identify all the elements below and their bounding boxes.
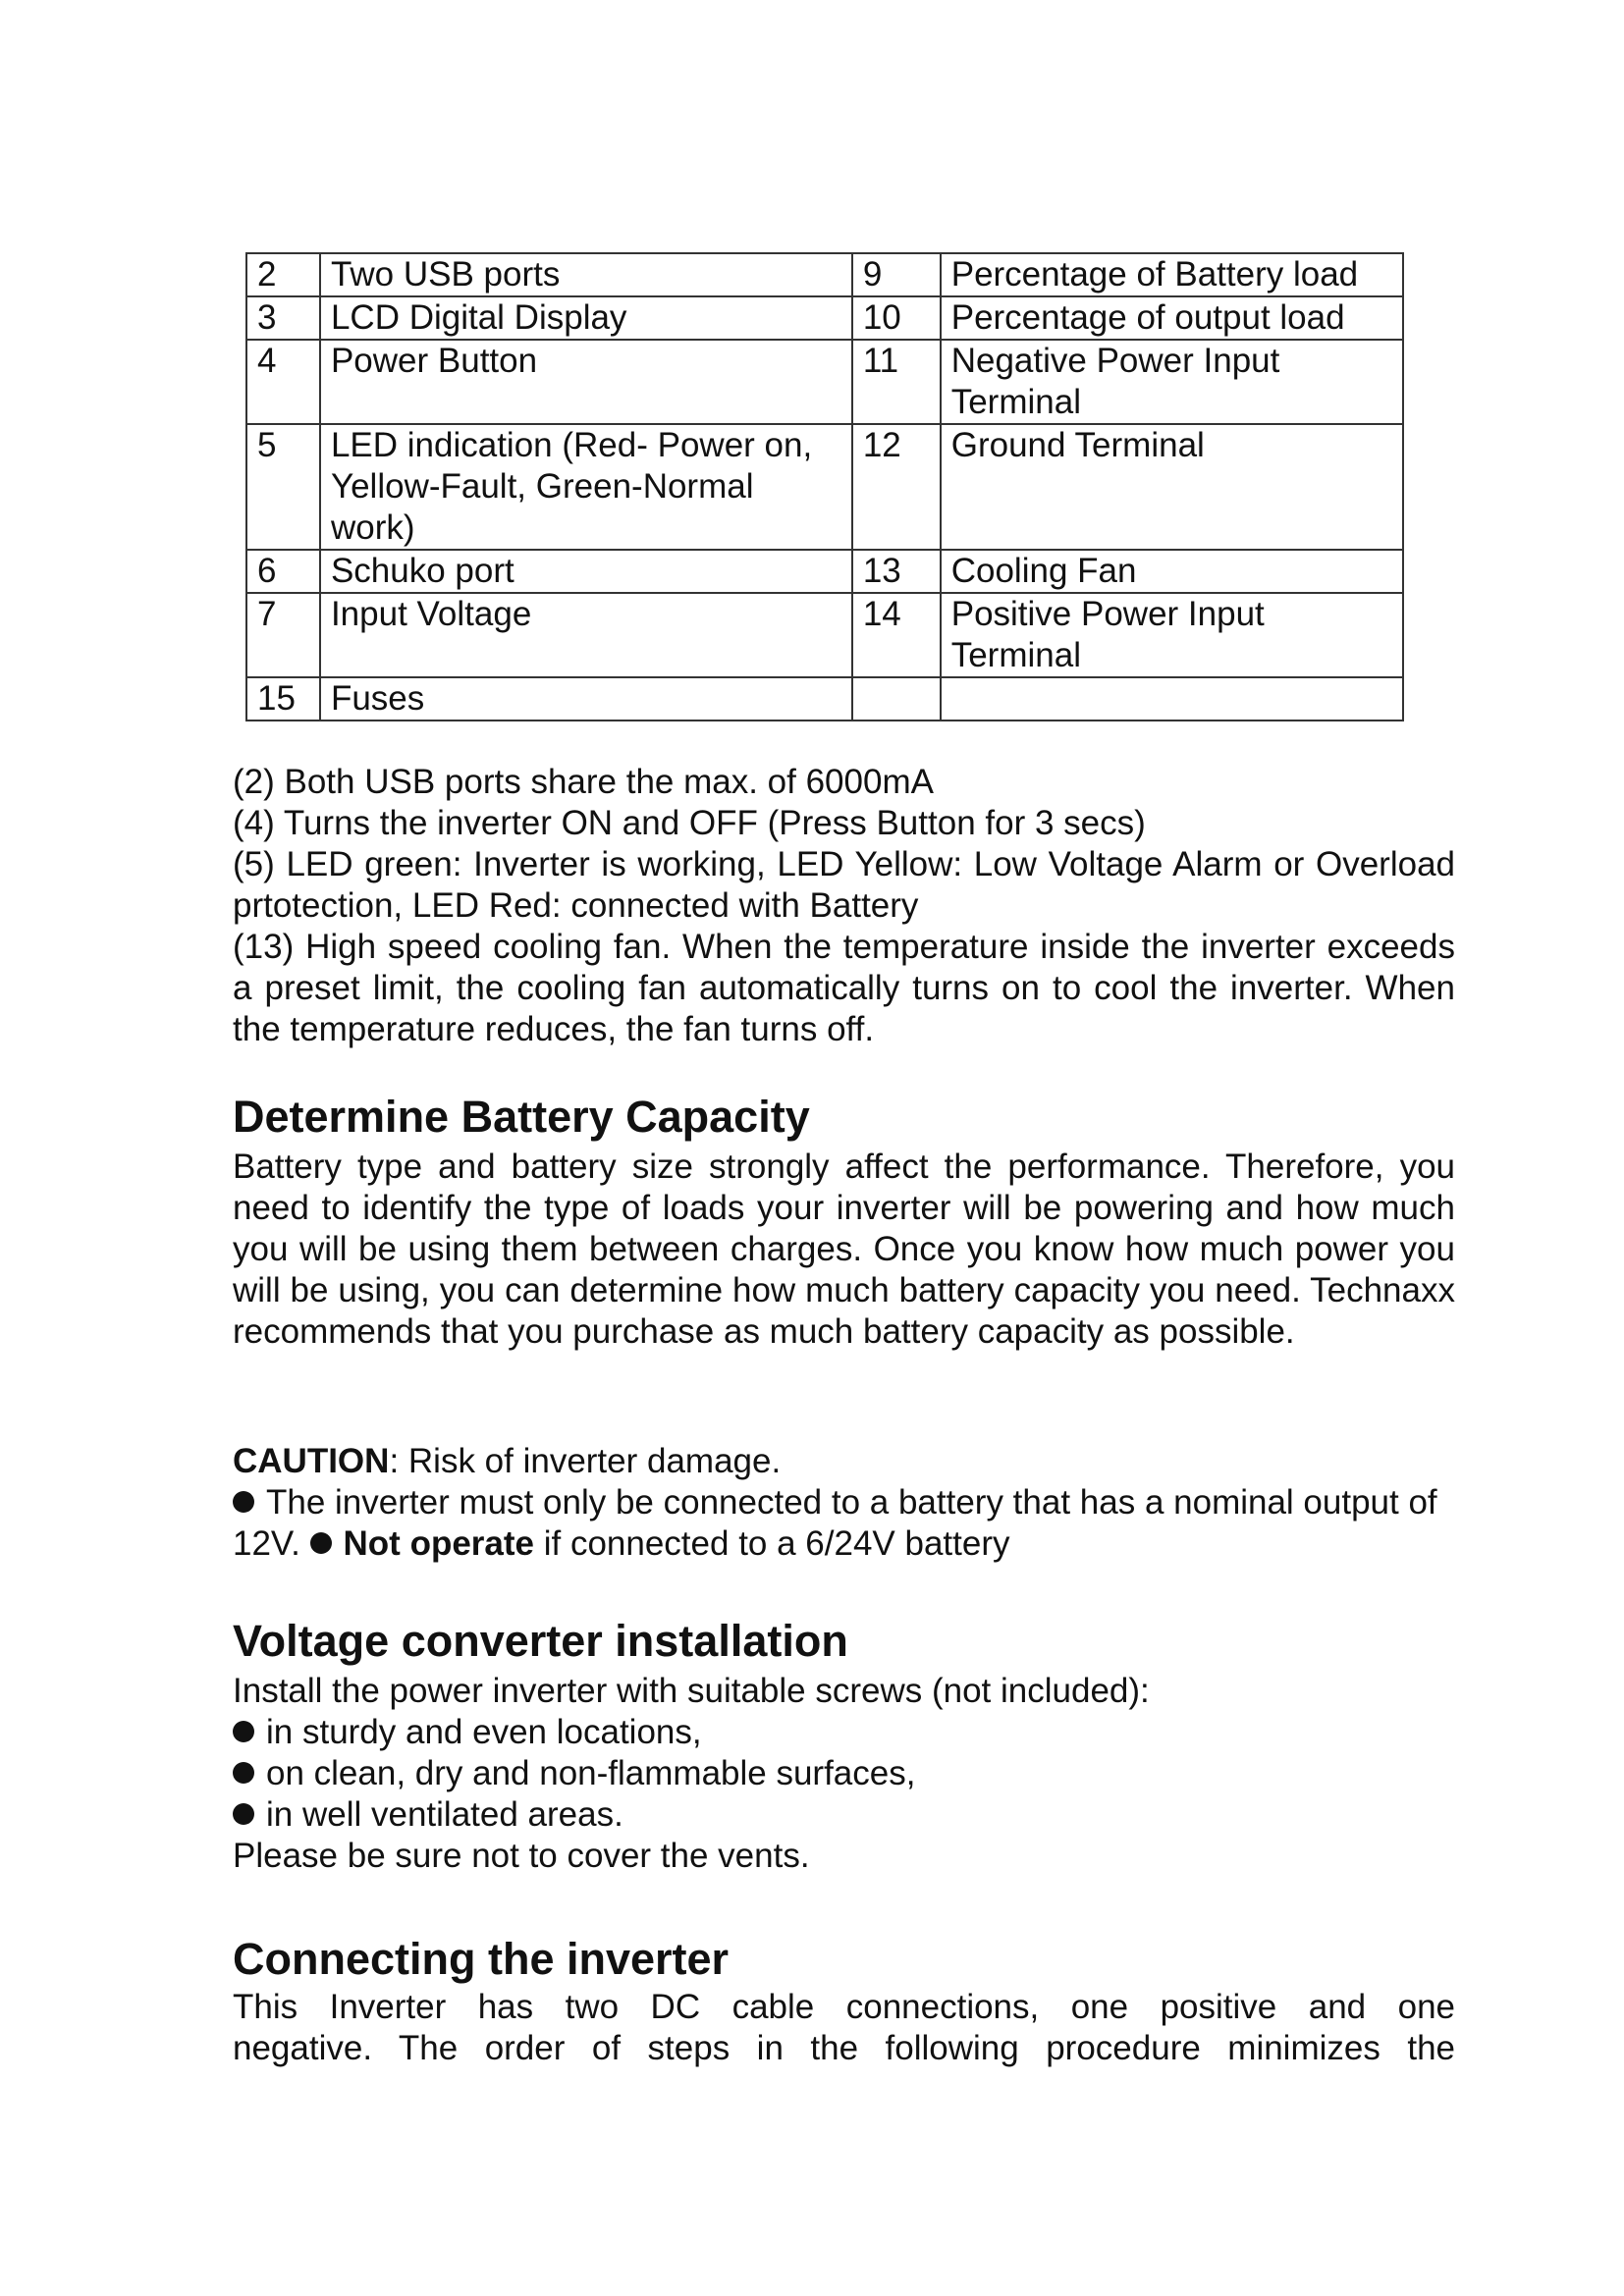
part-description: Percentage of Battery load — [941, 253, 1403, 296]
connecting-section — [233, 1987, 1455, 2069]
installation-heading: Voltage converter installation — [233, 1616, 848, 1666]
part-description — [941, 677, 1403, 721]
part-description: Negative Power Input Terminal — [941, 340, 1403, 424]
part-description: LCD Digital Display — [320, 296, 852, 340]
part-number: 4 — [246, 340, 320, 424]
part-number: 12 — [852, 424, 941, 550]
notes-section — [233, 762, 1455, 1050]
connecting-line-1: This Inverter has two DC cable connections, one positive and one — [233, 1988, 1455, 2026]
battery-section — [233, 1147, 1455, 1353]
part-number: 11 — [852, 340, 941, 424]
not-operate-label: Not operate — [343, 1524, 534, 1563]
caution-section — [233, 1441, 1455, 1565]
part-description: Schuko port — [320, 550, 852, 593]
part-description: Ground Terminal — [941, 424, 1403, 550]
caution-label: CAUTION — [233, 1442, 390, 1480]
part-number: 5 — [246, 424, 320, 550]
battery-paragraph: Battery type and battery size strongly affect the performance. Therefore, you need to identify the type of loads your inverter will be powering and how much you will be using them between charges. Once you know how much power you will be using, you can determine how much battery capacity you need. Technaxx recommends that you purchase as much battery capacity as possible. — [233, 1148, 1455, 1351]
part-description: Power Button — [320, 340, 852, 424]
list-item: in well ventilated areas. — [233, 1794, 1455, 1836]
bullet-icon — [233, 1721, 254, 1742]
part-description: Positive Power Input Terminal — [941, 593, 1403, 677]
connecting-heading: Connecting the inverter — [233, 1934, 730, 1984]
part-description: LED indication (Red- Power on, Yellow-Fault, Green-Normal work) — [320, 424, 852, 550]
part-number: 6 — [246, 550, 320, 593]
installation-closing: Please be sure not to cover the vents. — [233, 1837, 810, 1875]
table-row — [246, 593, 1403, 677]
bullet-icon — [310, 1532, 332, 1554]
part-description: Input Voltage — [320, 593, 852, 677]
part-number: 2 — [246, 253, 320, 296]
table-row — [246, 253, 1403, 296]
list-item: in sturdy and even locations, — [233, 1712, 1455, 1753]
note-cooling-fan: (13) High speed cooling fan. When the temperature inside the inverter exceeds a preset limit, the cooling fan automatically turns on to cool the inverter. When the temperature reduces, the fan turns off. — [233, 928, 1455, 1048]
not-operate-text: if connected to a 6/24V battery — [534, 1524, 1010, 1563]
list-item: on clean, dry and non-flammable surfaces, — [233, 1753, 1455, 1794]
part-description: Percentage of output load — [941, 296, 1403, 340]
table-row — [246, 677, 1403, 721]
bullet-icon — [233, 1491, 254, 1513]
part-description: Cooling Fan — [941, 550, 1403, 593]
part-number: 9 — [852, 253, 941, 296]
bullet-icon — [233, 1803, 254, 1825]
installation-section — [233, 1671, 1455, 1877]
parts-table — [245, 252, 1404, 721]
part-number: 3 — [246, 296, 320, 340]
note-led: (5) LED green: Inverter is working, LED Yellow: Low Voltage Alarm or Overload prtotection, LED Red: connected with Battery — [233, 845, 1455, 925]
battery-heading: Determine Battery Capacity — [233, 1092, 810, 1142]
installation-intro: Install the power inverter with suitable screws (not included): — [233, 1672, 1150, 1710]
part-number: 10 — [852, 296, 941, 340]
part-number: 14 — [852, 593, 941, 677]
part-description: Two USB ports — [320, 253, 852, 296]
part-number: 13 — [852, 550, 941, 593]
part-description: Fuses — [320, 677, 852, 721]
bullet-icon — [233, 1762, 254, 1784]
caution-line — [233, 1441, 1455, 1482]
note-power-button: (4) Turns the inverter ON and OFF (Press Button for 3 secs) — [233, 804, 1146, 842]
caution-bullet: The inverter must only be connected to a battery that has a nominal output of 12V. Not operate if connected to a 6/24V battery — [233, 1483, 1437, 1563]
table-row — [246, 424, 1403, 550]
caution-text: : Risk of inverter damage. — [389, 1442, 782, 1480]
table-row — [246, 340, 1403, 424]
note-usb: (2) Both USB ports share the max. of 6000mA — [233, 763, 934, 801]
part-number — [852, 677, 941, 721]
table-row — [246, 550, 1403, 593]
part-number: 7 — [246, 593, 320, 677]
table-row — [246, 296, 1403, 340]
part-number: 15 — [246, 677, 320, 721]
connecting-line-2: negative. The order of steps in the following procedure minimizes the — [233, 2029, 1455, 2067]
